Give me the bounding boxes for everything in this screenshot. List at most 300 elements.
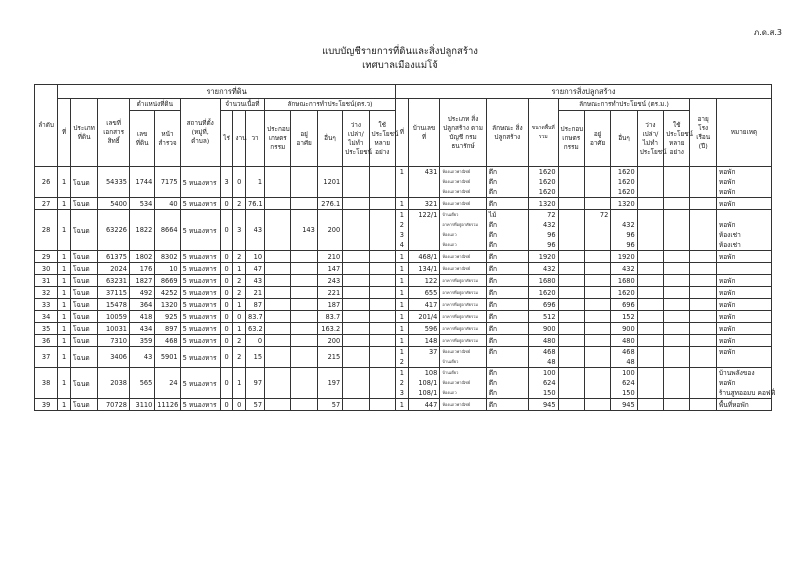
cell-b-area (528, 263, 558, 275)
cell-b-type-line: อาคารที่อยู่อาศัยรวม (442, 301, 478, 307)
cell-b-other-line: 96 (626, 241, 635, 249)
cell-mixed (369, 275, 395, 287)
cell-b-no-line: 1 (399, 369, 404, 377)
cell-type: โฉนด (70, 311, 97, 323)
cell-b-kind-line: ไม้ (488, 211, 497, 219)
cell-house-no-line (411, 240, 438, 250)
cell-b-kind-line: ตึก (488, 199, 498, 208)
cell-b-agri (558, 299, 584, 311)
cell-remark (716, 251, 771, 263)
cell-house-no (408, 251, 440, 263)
cell-house-no-line: 468/1 (418, 252, 438, 261)
cell-house-no-line: 596 (424, 324, 438, 333)
cell-b-type (440, 335, 486, 347)
cell-b-type-line: ห้องแถวพาณิชย์ (442, 179, 471, 184)
cell-land-no: 418 (129, 311, 154, 323)
cell-b-age (690, 335, 716, 347)
cell-b-vacant (637, 251, 663, 263)
cell-agri (265, 275, 291, 287)
cell-page: 11126 (155, 399, 180, 411)
cell-mixed (369, 299, 395, 311)
cell-vacant (343, 263, 369, 275)
cell-house-no (408, 323, 440, 335)
cell-land-no: 364 (129, 299, 154, 311)
cell-b-agri (558, 275, 584, 287)
hdr-b-age: อายุ โรงเรือน (ปี) (690, 99, 716, 167)
cell-doc: 5400 (98, 198, 130, 210)
cell-page: 10 (155, 263, 180, 275)
cell-location: 5 หนองหาร (180, 311, 220, 323)
cell-type: โฉนด (70, 347, 97, 368)
cell-location: 5 หนองหาร (180, 251, 220, 263)
cell-remark-line: ร้านสูทออมบ คอฟฟี่ (718, 389, 776, 397)
cell-doc: 61375 (98, 251, 130, 263)
cell-b-age (690, 311, 716, 323)
cell-b-vacant (637, 198, 663, 210)
cell-seq: 27 (35, 198, 58, 210)
cell-b-type (440, 210, 486, 251)
cell-remark-line (719, 264, 769, 274)
cell-b-other (611, 347, 637, 368)
cell-mixed (369, 368, 395, 399)
cell-b-age (690, 299, 716, 311)
cell-house-no-line: 201/4 (418, 312, 438, 321)
cell-rai: 0 (220, 287, 233, 299)
cell-house-no-line: 108 (424, 369, 438, 377)
cell-b-other (611, 399, 637, 411)
cell-remark-line: พื้นที่หอพัก (718, 400, 749, 409)
cell-b-res-line (587, 312, 608, 322)
cell-b-age (690, 263, 716, 275)
cell-b-kind-line: ตึก (488, 324, 498, 333)
cell-rai: 3 (220, 167, 233, 198)
cell-page: 8664 (155, 210, 180, 251)
cell-b-mixed (664, 335, 690, 347)
cell-rai: 0 (220, 198, 233, 210)
hdr-b-vacant: ว่างเปล่า/ ไม่ทำ ประโยชน์ (637, 111, 663, 167)
cell-b-vacant (637, 299, 663, 311)
cell-b-kind-line: ตึก (488, 379, 498, 387)
cell-residence (291, 311, 317, 323)
table-row (35, 210, 772, 251)
cell-b-agri (558, 323, 584, 335)
cell-land-no: 43 (129, 347, 154, 368)
hdr-residence: อยู่อาศัย (291, 111, 317, 167)
cell-b-other-line: 1320 (617, 199, 635, 208)
cell-land-no: 1802 (129, 251, 154, 263)
cell-other: 187 (317, 299, 342, 311)
cell-b-other-line (613, 210, 634, 220)
cell-b-res (584, 311, 610, 323)
cell-b-no (396, 275, 409, 287)
cell-mixed (369, 399, 395, 411)
cell-seq: 32 (35, 287, 58, 299)
hdr-usage: ลักษณะการทำประโยชน์(ตร.ว) (265, 99, 396, 111)
cell-b-res (584, 347, 610, 368)
cell-other: 200 (317, 335, 342, 347)
cell-b-area-line: 512 (542, 312, 556, 321)
cell-b-kind-line: ตึก (488, 336, 498, 345)
cell-type: โฉนด (70, 287, 97, 299)
cell-house-no (408, 263, 440, 275)
cell-b-type (440, 198, 486, 210)
cell-remark (716, 399, 771, 411)
cell-b-agri (558, 347, 584, 368)
cell-b-res (584, 335, 610, 347)
cell-b-kind-line: ตึก (488, 312, 498, 321)
cell-b-kind-line: ตึก (488, 168, 498, 176)
cell-vacant (343, 347, 369, 368)
cell-b-res-line (587, 220, 608, 230)
cell-b-type-line: บ้านเดี่ยว (442, 370, 459, 375)
cell-wa: 63.2 (246, 323, 265, 335)
cell-residence (291, 251, 317, 263)
cell-b-other-line: 1620 (617, 188, 635, 196)
cell-type: โฉนด (70, 335, 97, 347)
cell-remark-line: หอพัก (718, 221, 736, 229)
cell-b-vacant (637, 399, 663, 411)
cell-location: 5 หนองหาร (180, 210, 220, 251)
cell-rai: 0 (220, 299, 233, 311)
cell-b-res-line (587, 288, 608, 298)
cell-seq: 28 (35, 210, 58, 251)
cell-rai: 0 (220, 263, 233, 275)
cell-no: 1 (58, 323, 71, 335)
cell-b-type (440, 287, 486, 299)
cell-b-kind (486, 311, 528, 323)
cell-b-mixed (664, 399, 690, 411)
cell-b-age (690, 167, 716, 198)
cell-land-no: 565 (129, 368, 154, 399)
cell-b-other (611, 299, 637, 311)
cell-agri (265, 368, 291, 399)
cell-b-res-line (587, 336, 608, 346)
cell-b-type (440, 347, 486, 368)
cell-b-area (528, 299, 558, 311)
cell-b-other (611, 311, 637, 323)
cell-b-type-line: ห้องแถวพาณิชย์ (442, 189, 471, 194)
cell-no: 1 (58, 287, 71, 299)
cell-doc: 2024 (98, 263, 130, 275)
cell-remark (716, 263, 771, 275)
cell-b-area-line: 48 (547, 358, 556, 366)
cell-b-other-line: 945 (622, 400, 635, 409)
cell-b-no-line: 1 (399, 400, 404, 409)
cell-b-no-line (398, 187, 406, 197)
cell-doc: 7310 (98, 335, 130, 347)
cell-remark-line (719, 210, 769, 220)
cell-no: 1 (58, 399, 71, 411)
cell-other: 200 (317, 210, 342, 251)
cell-b-mixed (664, 251, 690, 263)
hdr-seq: ลำดับ (35, 85, 58, 167)
cell-b-res-line: 72 (599, 211, 609, 219)
cell-b-no-line: 1 (399, 211, 404, 219)
cell-b-kind-line: ตึก (488, 188, 498, 196)
cell-ngan: 3 (233, 210, 246, 251)
cell-b-no-line: 3 (399, 231, 404, 239)
table-row (35, 311, 772, 323)
cell-residence (291, 347, 317, 368)
hdr-b-area: ขนาดพื้นที่รวม (528, 99, 558, 167)
cell-b-agri (558, 198, 584, 210)
cell-wa: 43 (246, 275, 265, 287)
cell-remark-line: หอพัก (718, 188, 736, 196)
cell-type: โฉนด (70, 368, 97, 399)
cell-residence (291, 299, 317, 311)
cell-house-no (408, 335, 440, 347)
cell-other: 147 (317, 263, 342, 275)
cell-ngan: 2 (233, 347, 246, 368)
cell-b-other-line: 1620 (617, 178, 635, 186)
cell-remark-line: หอพัก (718, 379, 736, 387)
cell-b-res-line (587, 252, 608, 262)
hdr-other: อื่นๆ (317, 111, 342, 167)
cell-b-kind (486, 323, 528, 335)
cell-b-other-line: 1680 (617, 276, 635, 285)
cell-ngan: 2 (233, 287, 246, 299)
cell-house-no (408, 311, 440, 323)
cell-b-type-line: บ้านเดี่ยว (442, 359, 459, 364)
hdr-house-no: บ้านเลขที่ (408, 99, 440, 167)
cell-house-no-line: 655 (424, 288, 438, 297)
cell-agri (265, 299, 291, 311)
cell-vacant (343, 275, 369, 287)
cell-seq: 38 (35, 368, 58, 399)
cell-seq: 26 (35, 167, 58, 198)
cell-b-area (528, 347, 558, 368)
table-row (35, 167, 772, 198)
cell-land-no: 534 (129, 198, 154, 210)
cell-b-other-line: 468 (622, 348, 635, 356)
cell-b-type (440, 368, 486, 399)
cell-b-type-line: ห้องแถวพาณิชย์ (442, 253, 471, 259)
cell-wa: 10 (246, 251, 265, 263)
cell-type: โฉนด (70, 323, 97, 335)
cell-b-area-line: 945 (542, 400, 556, 409)
cell-type: โฉนด (70, 275, 97, 287)
cell-b-res-line (587, 230, 608, 240)
cell-b-kind-line: ตึก (488, 400, 498, 409)
cell-b-vacant (637, 167, 663, 198)
cell-b-no-line: 4 (399, 241, 404, 249)
cell-wa: 87 (246, 299, 265, 311)
cell-page: 24 (155, 368, 180, 399)
table-row (35, 368, 772, 399)
cell-ngan: 2 (233, 275, 246, 287)
cell-b-area (528, 210, 558, 251)
cell-remark (716, 210, 771, 251)
cell-seq: 36 (35, 335, 58, 347)
cell-remark (716, 299, 771, 311)
cell-b-kind (486, 368, 528, 399)
cell-type: โฉนด (70, 167, 97, 198)
cell-house-no-line (411, 187, 438, 197)
cell-b-res-line (587, 167, 608, 177)
hdr-b-type: ประเภท สิ่งปลูกสร้าง ตามบัญชี กรมธนารักษ์ (440, 99, 486, 167)
cell-remark-line: ห้องเช่า (718, 241, 741, 249)
cell-seq: 33 (35, 299, 58, 311)
cell-remark (716, 275, 771, 287)
cell-remark (716, 323, 771, 335)
cell-location: 5 หนองหาร (180, 275, 220, 287)
cell-b-other (611, 287, 637, 299)
cell-b-other (611, 210, 637, 251)
cell-seq: 39 (35, 399, 58, 411)
cell-residence (291, 399, 317, 411)
cell-b-type-line: บ้านเดี่ยว (442, 212, 459, 217)
cell-b-res-line (587, 276, 608, 286)
cell-house-no-line: 148 (424, 336, 438, 345)
cell-b-area-line: 480 (542, 336, 556, 345)
cell-b-other-line: 152 (622, 312, 635, 321)
cell-b-no-line: 1 (399, 264, 404, 273)
cell-b-area (528, 368, 558, 399)
cell-b-mixed (664, 210, 690, 251)
cell-b-no (396, 399, 409, 411)
cell-other: 1201 (317, 167, 342, 198)
cell-house-no (408, 167, 440, 198)
cell-b-area-line: 150 (542, 389, 556, 397)
cell-house-no (408, 210, 440, 251)
cell-b-other-line: 150 (622, 389, 635, 397)
cell-b-area-line: 1320 (538, 199, 556, 208)
cell-b-other-line: 1620 (617, 288, 635, 297)
hdr-ngan: งาน (233, 111, 246, 167)
hdr-b-res: อยู่อาศัย (584, 111, 610, 167)
cell-no: 1 (58, 210, 71, 251)
cell-type: โฉนด (70, 399, 97, 411)
cell-b-area-line: 432 (542, 221, 556, 229)
cell-b-other (611, 263, 637, 275)
cell-b-kind (486, 198, 528, 210)
cell-b-kind-line (489, 357, 526, 367)
hdr-doc-no: เลขที่ เอกสาร สิทธิ์ (98, 99, 130, 167)
cell-remark-line: หอพัก (718, 178, 736, 186)
cell-doc: 70728 (98, 399, 130, 411)
cell-b-area (528, 275, 558, 287)
cell-b-type-line: ห้องแถวพาณิชย์ (442, 169, 471, 174)
cell-agri (265, 287, 291, 299)
cell-b-agri (558, 167, 584, 198)
cell-no: 1 (58, 299, 71, 311)
cell-location: 5 หนองหาร (180, 263, 220, 275)
cell-location: 5 หนองหาร (180, 167, 220, 198)
cell-remark-line: หอพัก (718, 300, 736, 309)
cell-house-no-line: 447 (424, 400, 438, 409)
cell-b-area (528, 167, 558, 198)
cell-b-agri (558, 251, 584, 263)
cell-b-area-line: 900 (542, 324, 556, 333)
cell-agri (265, 323, 291, 335)
cell-b-no-line: 1 (399, 348, 404, 356)
cell-b-type-line: อาคารที่อยู่อาศัยรวม (442, 289, 478, 295)
cell-location: 5 หนองหาร (180, 287, 220, 299)
cell-b-area-line: 72 (547, 211, 556, 219)
cell-b-other-line: 696 (622, 300, 635, 309)
cell-b-no (396, 368, 409, 399)
cell-agri (265, 167, 291, 198)
cell-b-vacant (637, 335, 663, 347)
cell-land-no: 359 (129, 335, 154, 347)
cell-b-res (584, 323, 610, 335)
cell-b-no (396, 323, 409, 335)
cell-b-res (584, 368, 610, 399)
cell-wa: 83.7 (246, 311, 265, 323)
cell-b-no-line: 1 (399, 300, 404, 309)
cell-rai: 0 (220, 399, 233, 411)
hdr-page: หน้า สำรวจ (155, 111, 180, 167)
cell-b-area-line: 96 (547, 241, 556, 249)
cell-remark-line (719, 357, 769, 367)
cell-land-no: 492 (129, 287, 154, 299)
cell-doc: 63231 (98, 275, 130, 287)
cell-remark-line: หอพัก (718, 348, 736, 356)
cell-b-other-line: 432 (622, 264, 635, 273)
cell-b-kind (486, 335, 528, 347)
cell-page: 897 (155, 323, 180, 335)
cell-b-no (396, 251, 409, 263)
cell-no: 1 (58, 263, 71, 275)
cell-remark-line: หอพัก (718, 252, 736, 261)
cell-remark (716, 335, 771, 347)
cell-b-vacant (637, 311, 663, 323)
cell-b-type (440, 323, 486, 335)
cell-residence (291, 167, 317, 198)
hdr-land-no: เลขที่ดิน (129, 111, 154, 167)
cell-b-kind-line: ตึก (488, 221, 498, 229)
hdr-remark: หมายเหตุ (716, 99, 771, 167)
cell-ngan: 0 (233, 311, 246, 323)
cell-page: 8302 (155, 251, 180, 263)
hdr-location: สถานที่ตั้ง (หมู่ที่, ตำบล) (180, 99, 220, 167)
cell-b-kind-line: ตึก (488, 264, 498, 273)
table-row (35, 323, 772, 335)
cell-vacant (343, 287, 369, 299)
cell-location: 5 หนองหาร (180, 299, 220, 311)
cell-b-type (440, 399, 486, 411)
cell-agri (265, 198, 291, 210)
cell-b-area-line: 96 (547, 231, 556, 239)
cell-remark-line: หอพัก (718, 276, 736, 285)
cell-page: 8669 (155, 275, 180, 287)
table-row (35, 335, 772, 347)
cell-location: 5 หนองหาร (180, 335, 220, 347)
cell-other: 83.7 (317, 311, 342, 323)
cell-b-res (584, 275, 610, 287)
cell-doc: 54335 (98, 167, 130, 198)
cell-remark (716, 167, 771, 198)
cell-no: 1 (58, 198, 71, 210)
cell-no: 1 (58, 368, 71, 399)
cell-b-other-line: 480 (622, 336, 635, 345)
cell-seq: 31 (35, 275, 58, 287)
cell-house-no-line (411, 177, 438, 187)
cell-b-no-line: 2 (399, 379, 404, 387)
cell-rai: 0 (220, 335, 233, 347)
cell-page: 5901 (155, 347, 180, 368)
cell-residence (291, 335, 317, 347)
cell-b-type-line: ห้องแถว (442, 232, 457, 237)
cell-b-area (528, 335, 558, 347)
cell-remark-line: หอพัก (718, 168, 736, 176)
cell-house-no (408, 399, 440, 411)
cell-no: 1 (58, 167, 71, 198)
cell-doc: 10031 (98, 323, 130, 335)
cell-b-type (440, 263, 486, 275)
cell-no: 1 (58, 311, 71, 323)
cell-b-age (690, 368, 716, 399)
